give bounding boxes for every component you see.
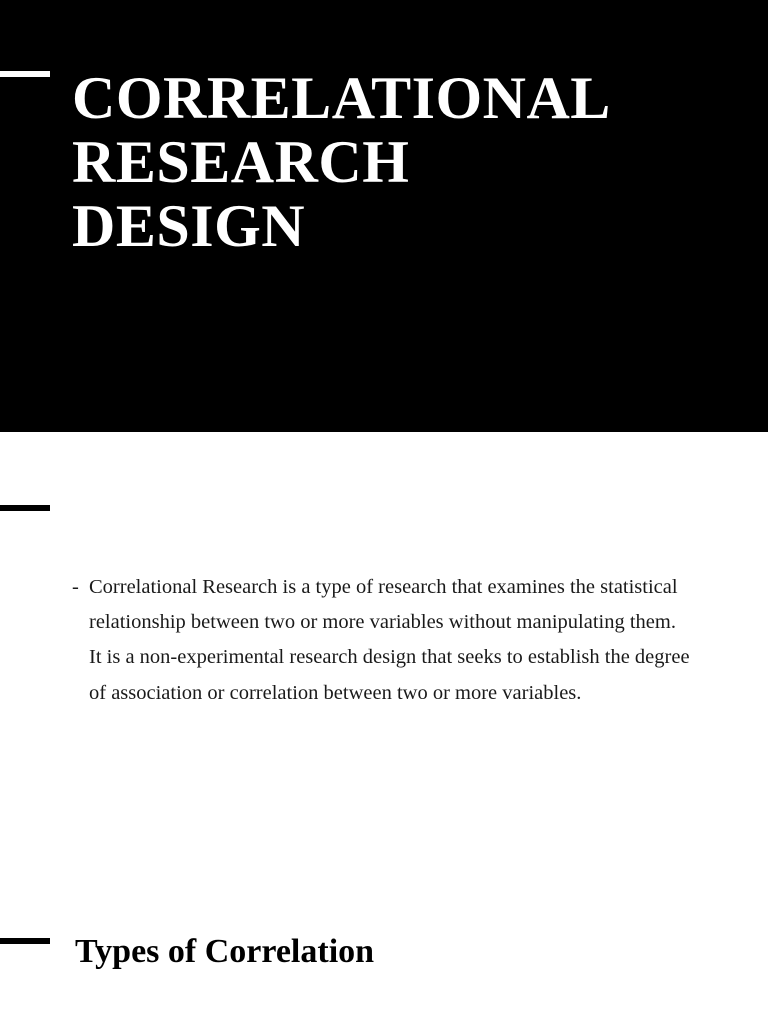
definition-accent-bar — [0, 505, 50, 511]
bullet-dash: - — [72, 576, 79, 598]
types-heading: Types of Correlation — [75, 933, 375, 970]
definition-paragraph — [72, 570, 692, 711]
title-line-2: RESEARCH — [72, 129, 410, 195]
title-line-3: DESIGN — [72, 193, 306, 259]
definition-text: Correlational Research is a type of research that examines the statistical relationship between two or more variables without manipulating them. It is a non-experimental research design that seeks to establish the degree of association or correlation between two or more variables. — [89, 576, 690, 704]
slide-title — [72, 66, 732, 258]
content-area — [0, 432, 768, 1024]
title-line-1: CORRELATIONAL — [72, 65, 611, 131]
title-accent-bar — [0, 71, 50, 77]
types-accent-bar — [0, 938, 50, 944]
title-slide — [0, 0, 768, 432]
